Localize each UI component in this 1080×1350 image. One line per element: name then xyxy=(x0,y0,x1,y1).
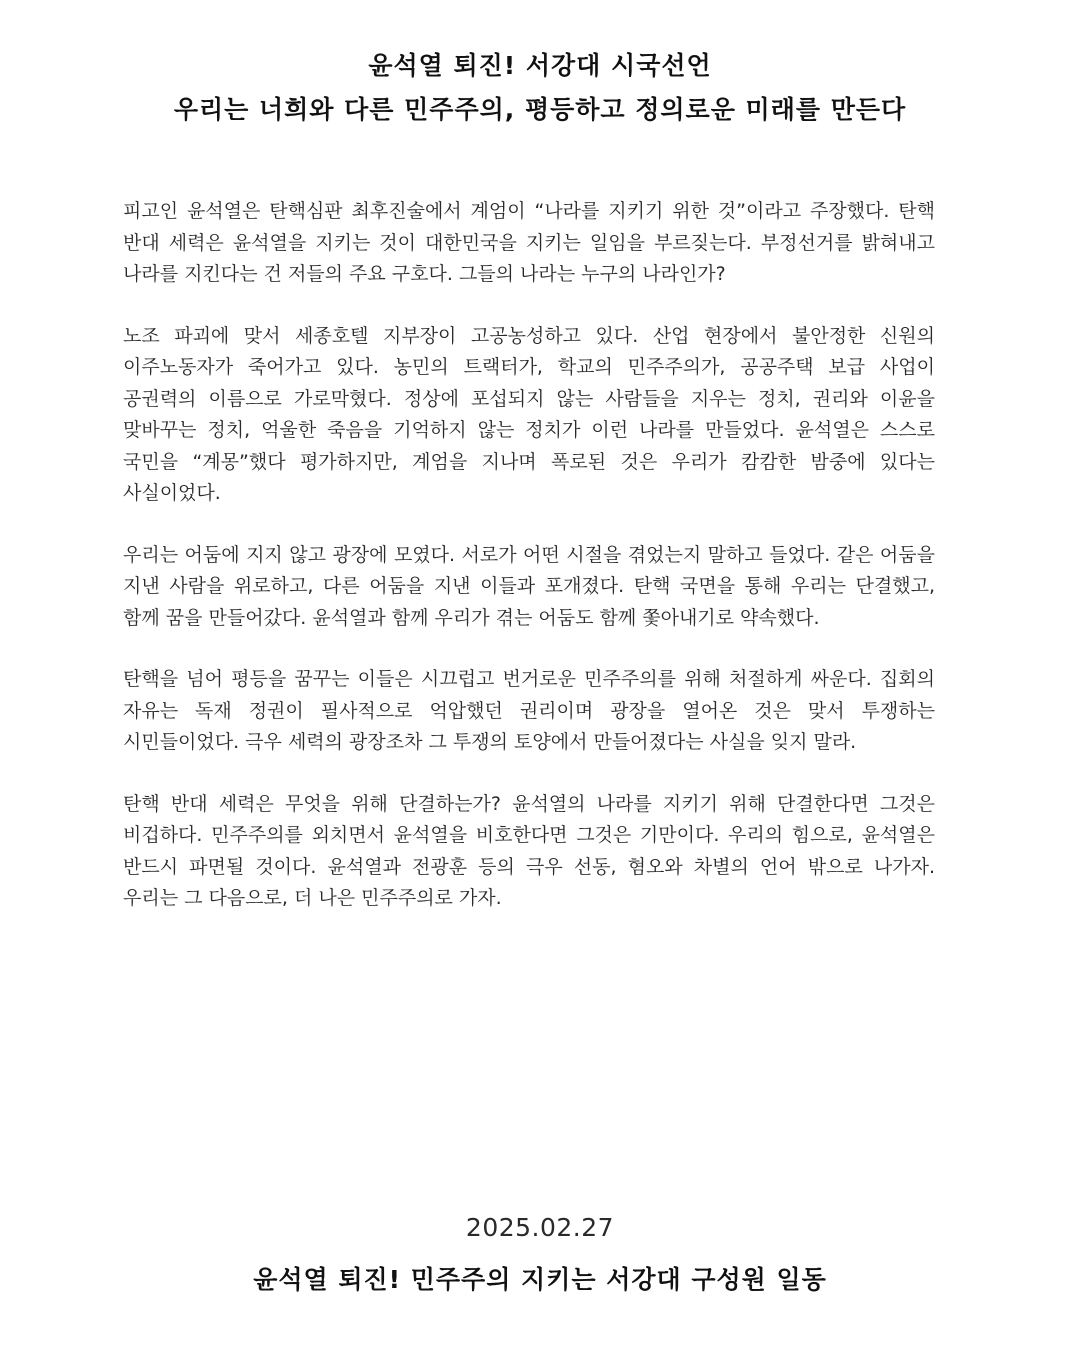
document-title: 윤석열 퇴진! 서강대 시국선언 xyxy=(368,51,712,80)
paragraph-2: 노조 파괴에 맞서 세종호텔 지부장이 고공농성하고 있다. 산업 현장에서 불안정한 신원의 이주노동자가 죽어가고 있다. 농민의 트랙터가, 학교의 민주주의가, 공공주택 보급 사업이 공권력의 이름으로 가로막혔다. 정상에 포섭되지 않는 사람들을 지우는 정치, 권리와 이윤을 맞바꾸는 정치, 억울한 죽음을 기억하지 않는 정치가 이런 나라를 만들었다. 윤석열은 스스로 국민을 “계몽”했다 평가하지만, 계엄을 지나며 폭로된 것은 우리가 캄캄한 밤중에 있다는 사실이었다. xyxy=(123,324,935,504)
statement-header xyxy=(0,44,1080,132)
statement-signature: 윤석열 퇴진! 민주주의 지키는 서강대 구성원 일동 xyxy=(253,1265,827,1294)
statement-footer xyxy=(0,1208,1080,1300)
document-subtitle: 우리는 너희와 다른 민주주의, 평등하고 정의로운 미래를 만든다 xyxy=(173,95,907,124)
paragraph-4: 탄핵을 넘어 평등을 꿈꾸는 이들은 시끄럽고 번거로운 민주주의를 위해 처절하게 싸운다. 집회의 자유는 독재 정권이 필사적으로 억압했던 권리이며 광장을 열어온 것은 맞서 투쟁하는 시민들이었다. 극우 세력의 광장조차 그 투쟁의 토양에서 만들어졌다는 사실을 잊지 말라. xyxy=(123,668,935,753)
paragraph-1: 피고인 윤석열은 탄핵심판 최후진술에서 계엄이 “나라를 지키기 위한 것”이라고 주장했다. 탄핵 반대 세력은 윤석열을 지키는 것이 대한민국을 지키는 일임을 부르짖는다. 부정선거를 밝혀내고 나라를 지킨다는 건 저들의 주요 구호다. 그들의 나라는 누구의 나라인가? xyxy=(123,200,935,285)
statement-body xyxy=(123,196,935,945)
paragraph-3: 우리는 어둠에 지지 않고 광장에 모였다. 서로가 어떤 시절을 겪었는지 말하고 들었다. 같은 어둠을 지낸 사람을 위로하고, 다른 어둠을 지낸 이들과 포개졌다. 탄핵 국면을 통해 우리는 단결했고, 함께 꿈을 만들어갔다. 윤석열과 함께 우리가 겪는 어둠도 함께 쫓아내기로 약속했다. xyxy=(123,543,935,629)
statement-date: 2025.02.27 xyxy=(465,1213,615,1242)
paragraph-5: 탄핵 반대 세력은 무엇을 위해 단결하는가? 윤석열의 나라를 지키기 위해 단결한다면 그것은 비겁하다. 민주주의를 외치면서 윤석열을 비호한다면 그것은 기만이다. 우리의 힘으로, 윤석열은 반드시 파면될 것이다. 윤석열과 전광훈 등의 극우 선동, 혐오와 차별의 언어 밖으로 나가자. 우리는 그 다음으로, 더 나은 민주주의로 가자. xyxy=(123,792,935,909)
